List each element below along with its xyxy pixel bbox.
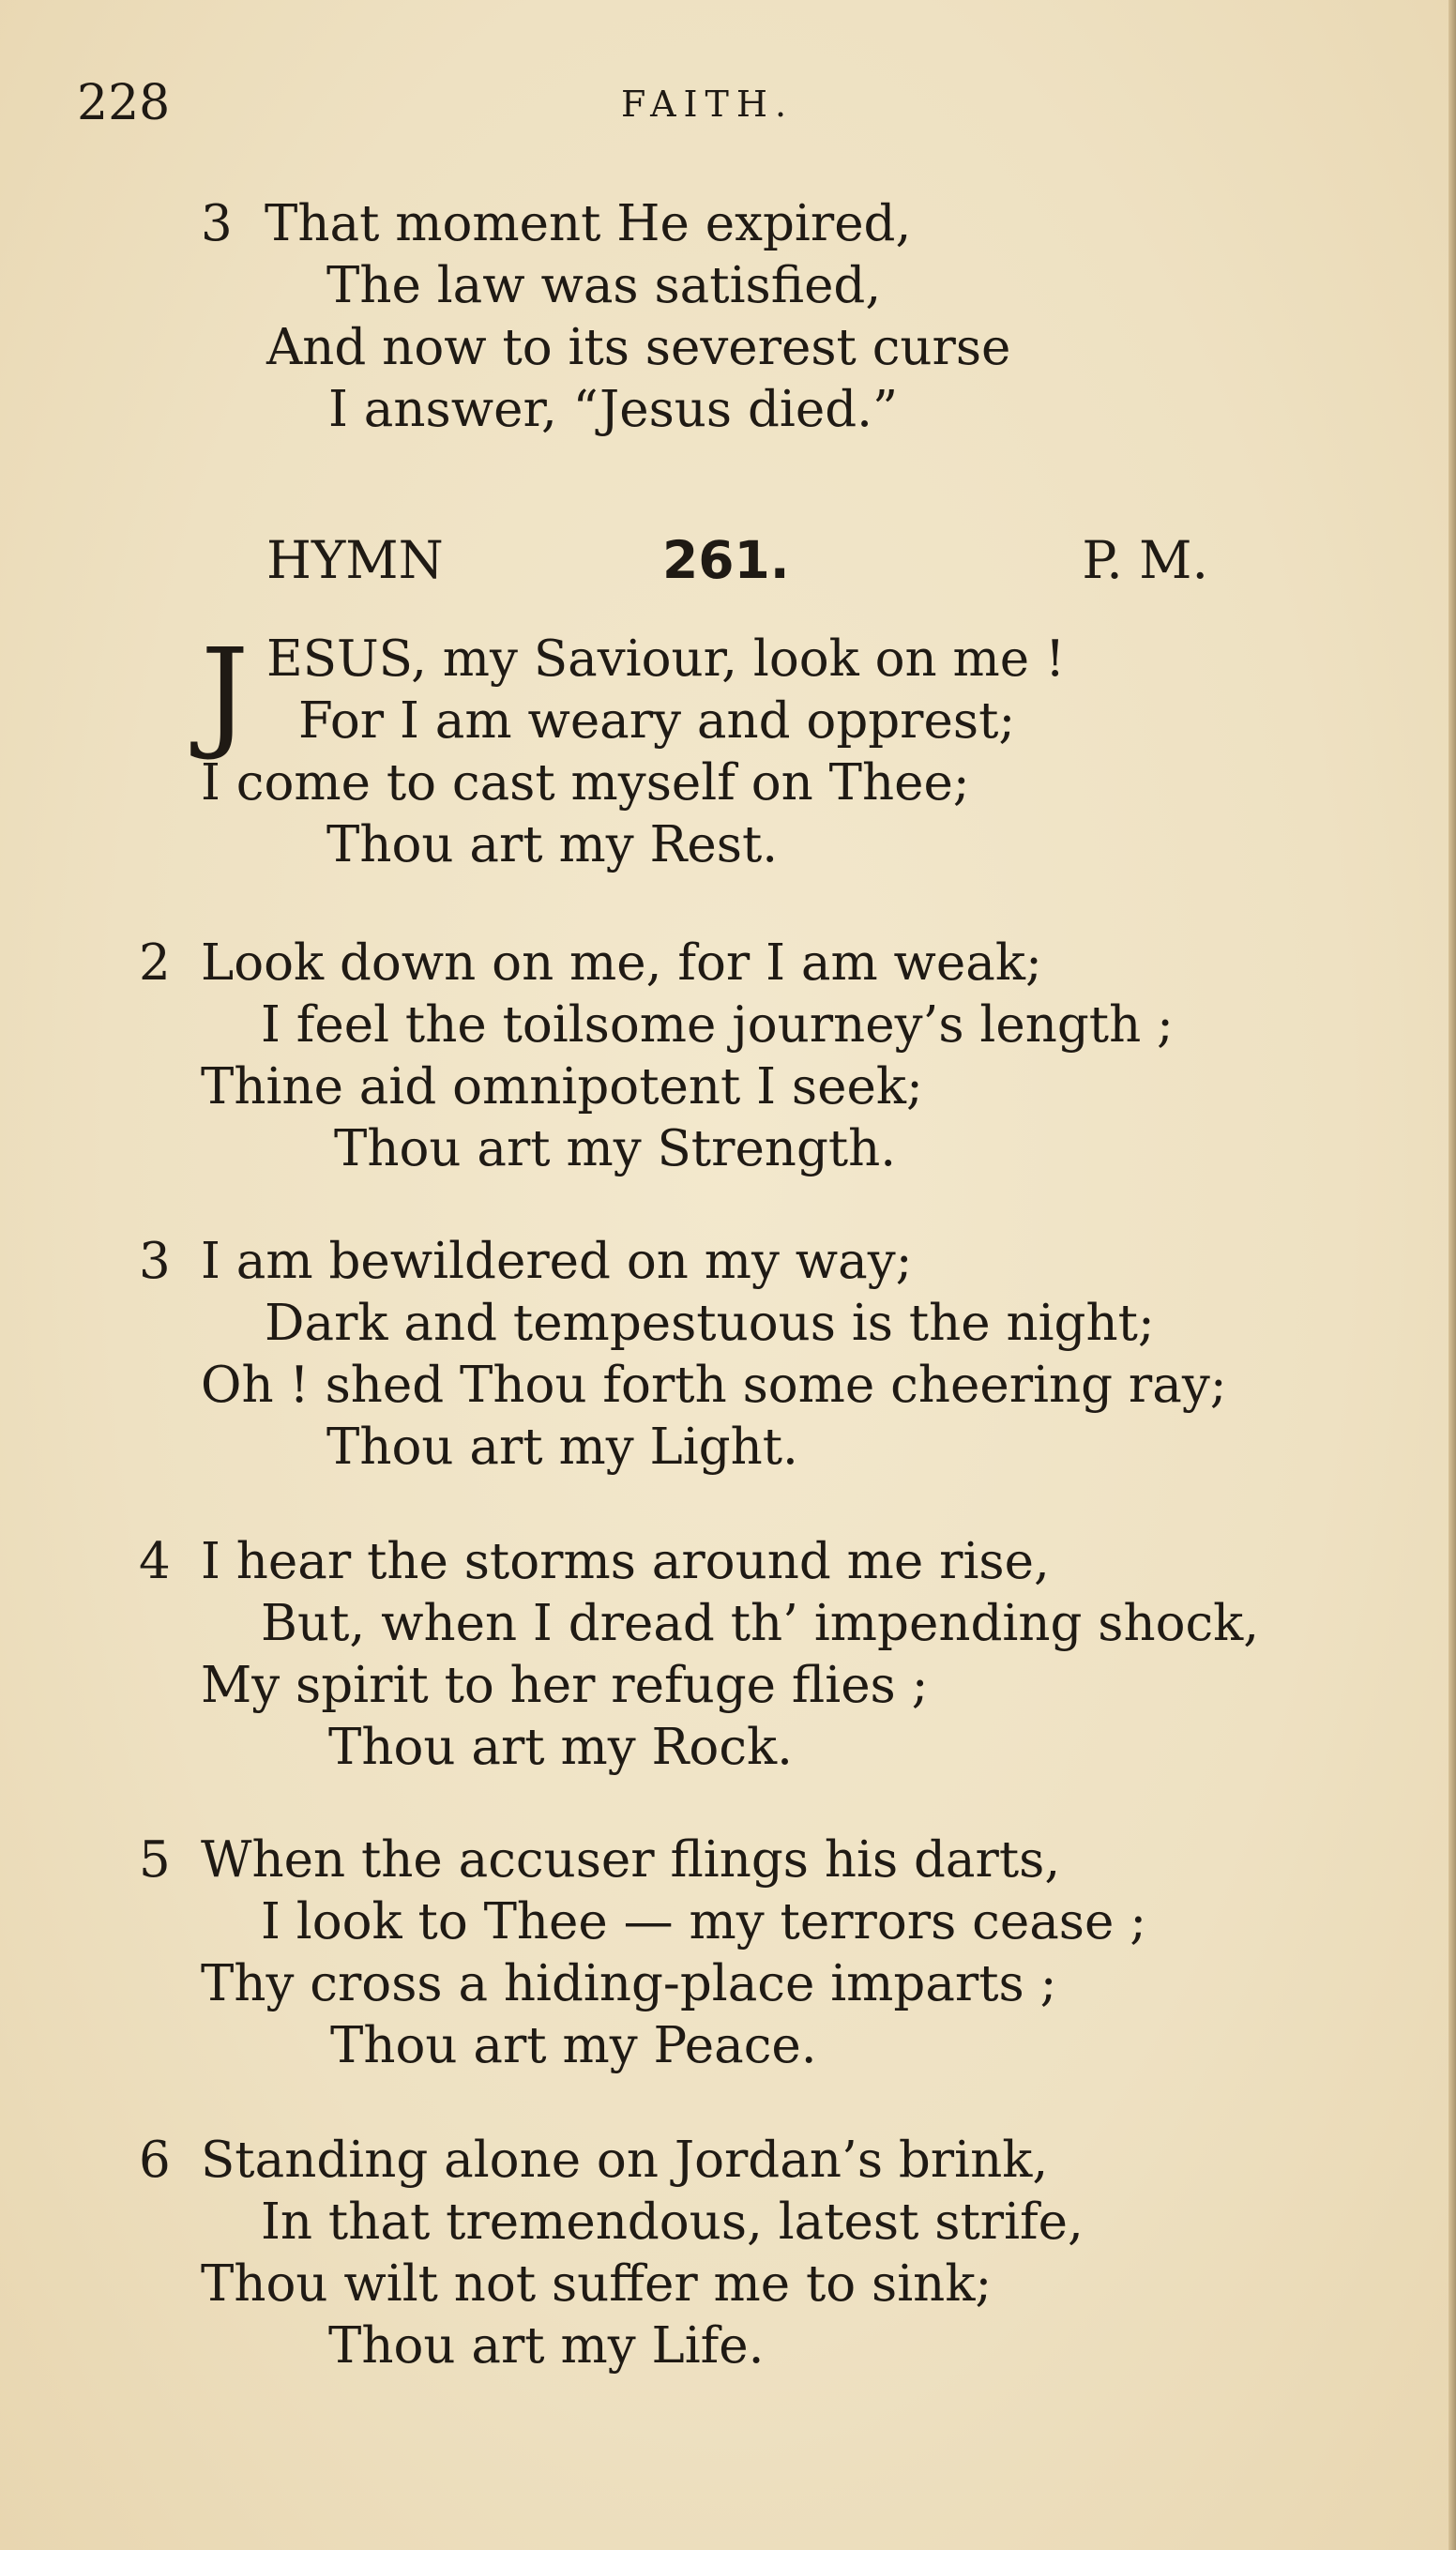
- verse-line: Standing alone on Jordan’s brink,: [201, 2132, 1049, 2189]
- verse-number: 3: [201, 195, 233, 252]
- page-edge: [1448, 0, 1456, 2550]
- verse-line: I feel the toilsome journey’s length ;: [261, 996, 1174, 1054]
- hymn-header: [266, 530, 1208, 591]
- verse-line: I look to Thee — my terrors cease ;: [261, 1893, 1147, 1950]
- verse-number: 4: [139, 1533, 171, 1590]
- verse-number: 2: [139, 934, 171, 992]
- verse-number: 6: [139, 2132, 171, 2189]
- verse-line: I come to cast myself on Thee;: [201, 754, 970, 812]
- verse-line: But, when I dread th’ impending shock,: [261, 1595, 1260, 1652]
- verse-line: That moment He expired,: [265, 195, 912, 252]
- verse-line: Thou art my Life.: [328, 2317, 765, 2375]
- verse-line: Thou art my Rest.: [326, 816, 779, 873]
- verse-line: Oh ! shed Thou forth some cheering ray;: [201, 1357, 1227, 1414]
- verse-line: Thy cross a hiding-place imparts ;: [201, 1955, 1057, 2012]
- hymn-meter: P. M.: [1082, 530, 1208, 590]
- verse-line: Thou art my Peace.: [330, 2017, 817, 2074]
- verse-line: My spirit to her refuge flies ;: [201, 1657, 929, 1714]
- drop-cap: J: [201, 624, 250, 764]
- verse-number: 5: [139, 1831, 171, 1889]
- verse-line: I answer, “Jesus died.”: [328, 381, 899, 438]
- verse-line: Thine aid omnipotent I seek;: [201, 1058, 923, 1116]
- verse-line: Look down on me, for I am weak;: [201, 934, 1042, 992]
- verse-line: I hear the storms around me rise,: [201, 1533, 1050, 1590]
- verse-line: For I am weary and opprest;: [298, 692, 1016, 750]
- verse-number: 3: [139, 1233, 171, 1290]
- verse-line: When the accuser flings his darts,: [201, 1831, 1061, 1889]
- verse-line: And now to its severest curse: [266, 319, 1011, 376]
- verse-line: Thou art my Strength.: [334, 1120, 897, 1177]
- verse-line: Thou wilt not suffer me to sink;: [201, 2255, 993, 2313]
- running-head: FAITH.: [621, 83, 795, 125]
- verse-line: The law was satisfied,: [326, 257, 882, 314]
- verse-line: I am bewildered on my way;: [201, 1233, 913, 1290]
- verse-line: In that tremendous, latest strife,: [261, 2193, 1084, 2251]
- verse-line: Thou art my Light.: [326, 1419, 798, 1476]
- verse-line: ESUS, my Saviour, look on me !: [266, 630, 1066, 688]
- verse-line: Dark and tempestuous is the night;: [265, 1295, 1155, 1352]
- hymn-label: HYMN: [266, 530, 444, 590]
- page-number: 228: [77, 75, 171, 131]
- verse-line: Thou art my Rock.: [328, 1719, 793, 1776]
- hymn-number: 261.: [662, 530, 790, 590]
